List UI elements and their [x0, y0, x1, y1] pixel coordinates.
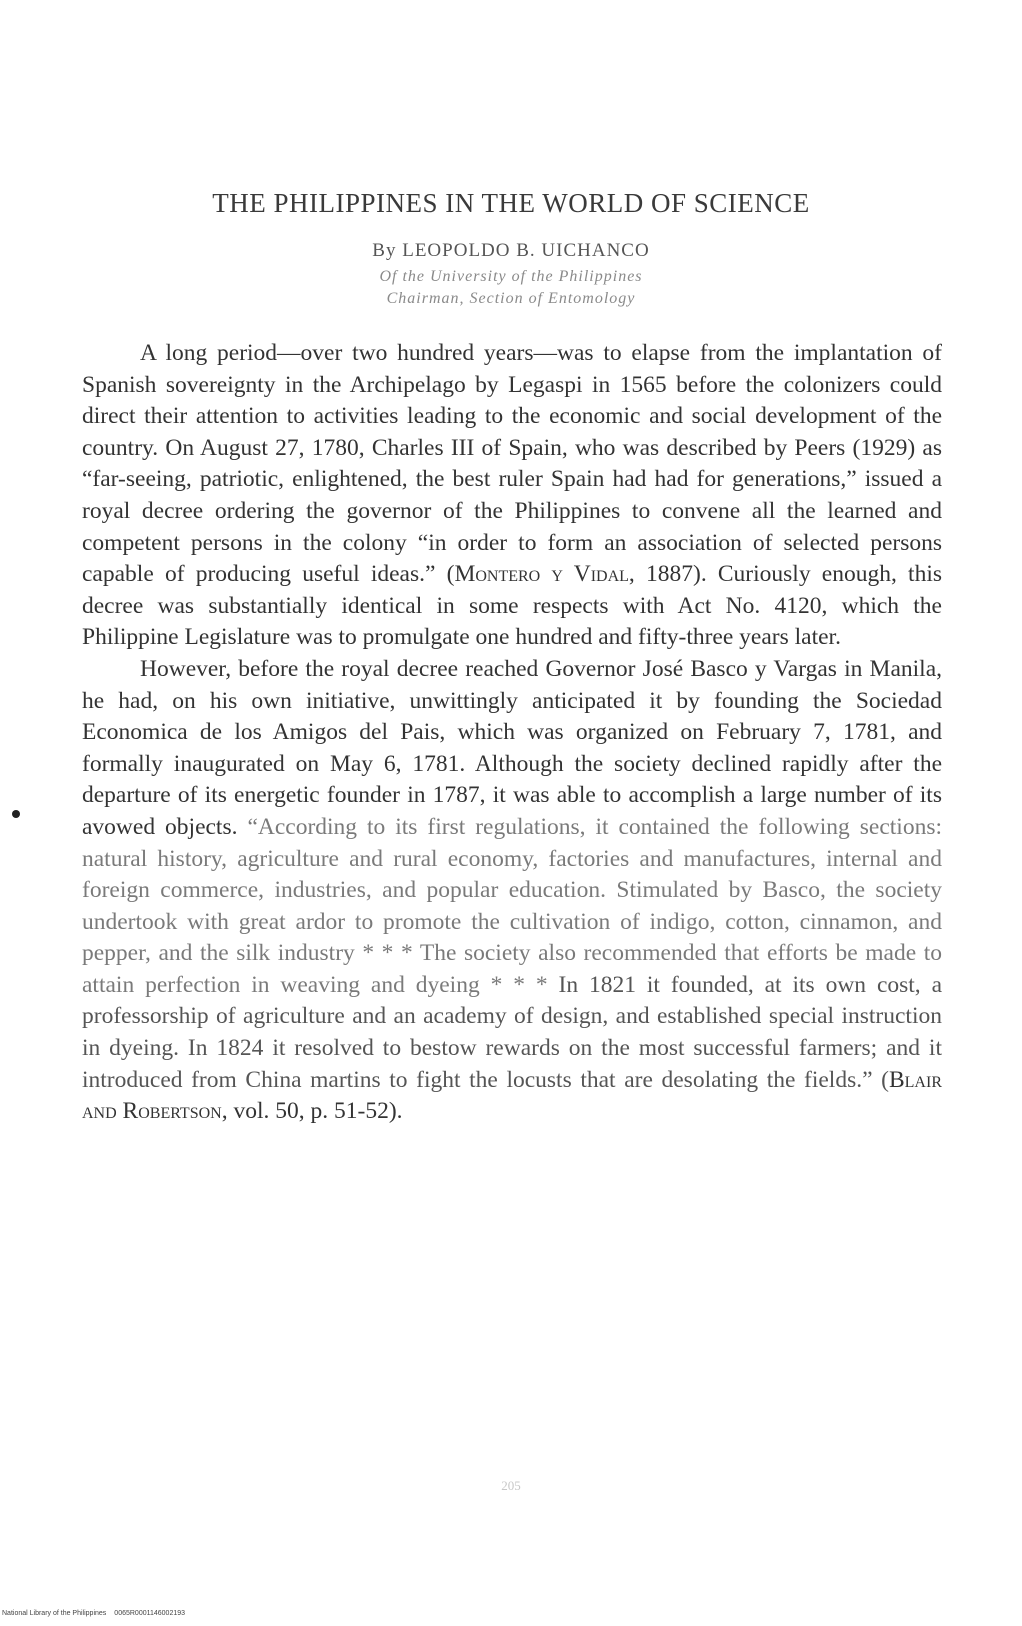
paragraph-2-text-end: , vol. 50, p. 51-52). — [221, 1098, 403, 1125]
article-title: THE PHILIPPINES IN THE WORLD OF SCIENCE — [212, 188, 810, 218]
paragraph-1 — [82, 338, 942, 654]
paragraph-1-text-end: , 1887). Curiously enough, this decree was substantially identical in some respects with Act No. 4120, which the Philippine Legislature was to promulgate one hundred and fifty-three years later. — [82, 561, 942, 651]
author-affiliation: Of the University of the Philippines — [379, 268, 643, 285]
article-body — [82, 338, 942, 1128]
page-number: 205 — [501, 1478, 521, 1493]
citation-montero: Montero y Vidal — [454, 561, 629, 588]
paragraph-2 — [82, 654, 942, 1128]
citation-blair-robertson: Blair and Robertson — [82, 1066, 942, 1125]
footer-code: 0065R0001146002193 — [114, 1610, 186, 1617]
paragraph-2-text: However, before the royal decree reached Governor José Basco y Vargas in Manila, he had, on his own initiative, unwittingly anticipated it by founding the Sociedad Economica de los Amigos del Pais, which was organized on February 7, 1781, and formally inaugurated on May 6, 1781. Although the society declined rapidly after the departure of its energetic founder in 1787, it was able to accomplish a large number of its avowed objects. — [82, 655, 942, 840]
scan-footer — [2, 1610, 185, 1617]
paragraph-2-quote-end: In 1821 it founded, at its own cost, a professorship of agriculture and an academy of design, and established special instruction in dyeing. In 1824 it resolved to bestow rewards on the most successful farmers; and it introduced from China martins to fight the locusts that are desolating the fields.” ( — [82, 971, 942, 1093]
margin-mark — [12, 810, 20, 818]
author-byline: By LEOPOLDO B. UICHANCO — [372, 240, 650, 261]
paragraph-1-text: A long period—over two hundred years—was to elapse from the implantation of Spanish sovereignty in the Archipelago by Legaspi in 1565 before the colonizers could direct their attention to activities leading to the economic and social development of the country. On August 27, 1780, Charles III of Spain, who was described by Peers (1929) as “far-seeing, patriotic, enlightened, the best ruler Spain had had for generations,” issued a royal decree ordering the governor of the Philippines to convene all the learned and competent persons in the colony “in order to form an association of selected persons capable of producing useful ideas.” ( — [82, 340, 942, 588]
footer-library: National Library of the Philippines — [2, 1610, 107, 1617]
author-position: Chairman, Section of Entomology — [386, 290, 636, 307]
paragraph-2-quote: “According to its first regulations, it contained the following sections: natural history, agriculture and rural economy, factories and manufactures, internal and foreign commerce, industries, and popular education. Stimulated by Basco, the society undertook with great ardor to promote the cultivation of indigo, cotton, cinnamon, and pepper, and the silk industry * * * The society also recommended that efforts be made to attain perfection in weaving and dyeing * * * — [82, 813, 942, 998]
